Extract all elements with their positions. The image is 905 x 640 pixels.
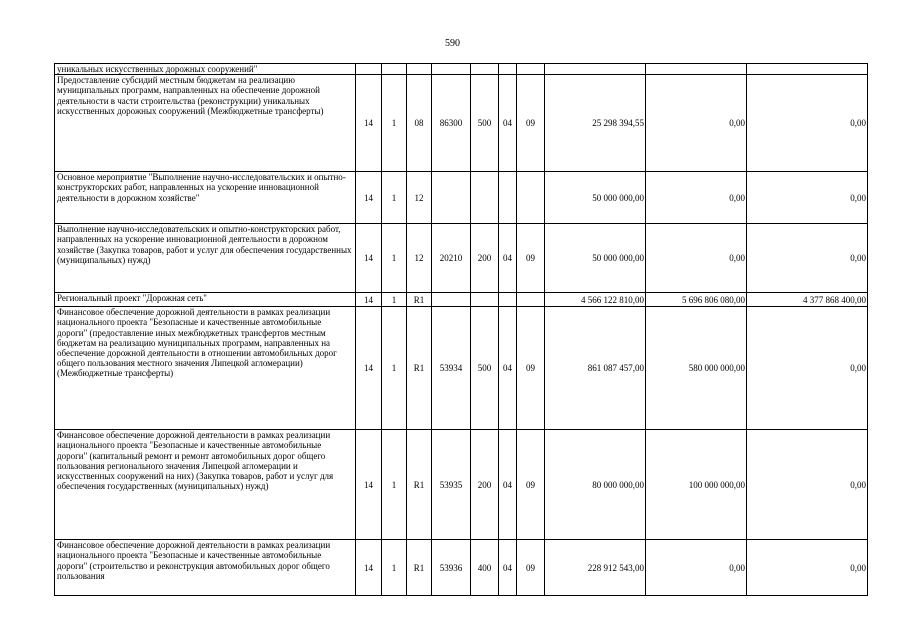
code-pp: 1 — [382, 224, 407, 293]
table-row — [55, 75, 868, 172]
amount-year3: 4 377 868 400,00 — [747, 293, 868, 307]
row-name: Финансовое обеспечение дорожной деятельности в рамках реализации национального проекта "Безопасные и качественные автомобильные дороги" (строительство и реконструкция автомобильных дорог общего пользования — [55, 540, 356, 596]
amount-year2: 0,00 — [646, 540, 747, 596]
amount-year3: 0,00 — [747, 172, 868, 224]
table-row — [55, 540, 868, 596]
amount-year3: 0,00 — [747, 430, 868, 540]
code-expense-type — [471, 64, 499, 75]
code-subsection: 09 — [517, 224, 545, 293]
amount-year3: 0,00 — [747, 75, 868, 172]
amount-year2: 0,00 — [646, 172, 747, 224]
table-row — [55, 64, 868, 75]
code-expense-type: 200 — [471, 224, 499, 293]
code-gp: 14 — [356, 75, 382, 172]
code-gp: 14 — [356, 307, 382, 430]
table-row — [55, 172, 868, 224]
code-expense-type: 500 — [471, 75, 499, 172]
code-gp: 14 — [356, 172, 382, 224]
code-direction: 53935 — [432, 430, 471, 540]
row-name: Предоставление субсидий местным бюджетам на реализацию муниципальных программ, направленных на обеспечение дорожной деятельности в части строительства (реконструкции) уникальных искусственных дорожных сооружений (Межбюджетные трансферты) — [55, 75, 356, 172]
amount-year1: 4 566 122 810,00 — [545, 293, 646, 307]
row-name: Финансовое обеспечение дорожной деятельности в рамках реализации национального проекта "Безопасные и качественные автомобильные дороги" (предоставление иных межбюджетных трансфертов местным бюджетам на реализацию муниципальных программ, направленных на обеспечение дорожной деятельности в отношении автомобильных дорог общего пользования местного значения Липецкой агломерации) (Межбюджетные трансферты) — [55, 307, 356, 430]
row-name: уникальных искусственных дорожных сооружений" — [55, 64, 356, 75]
table-row — [55, 224, 868, 293]
amount-year1: 25 298 394,55 — [545, 75, 646, 172]
code-subsection: 09 — [517, 75, 545, 172]
row-name: Выполнение научно-исследовательских и опытно-конструкторских работ, направленных на ускорение инновационной деятельности в дорожном хозяйстве (Закупка товаров, работ и услуг для обеспечения государственных (муниципальных) нужд) — [55, 224, 356, 293]
code-pp: 1 — [382, 430, 407, 540]
code-gp: 14 — [356, 224, 382, 293]
amount-year3 — [747, 64, 868, 75]
code-section — [499, 172, 517, 224]
code-expense-type: 500 — [471, 307, 499, 430]
code-om: R1 — [407, 540, 432, 596]
code-direction: 20210 — [432, 224, 471, 293]
code-om: 12 — [407, 224, 432, 293]
code-om: R1 — [407, 293, 432, 307]
code-section: 04 — [499, 75, 517, 172]
code-om — [407, 64, 432, 75]
code-pp: 1 — [382, 293, 407, 307]
table-row — [55, 307, 868, 430]
code-expense-type — [471, 293, 499, 307]
amount-year2: 580 000 000,00 — [646, 307, 747, 430]
amount-year2: 0,00 — [646, 75, 747, 172]
code-direction: 53934 — [432, 307, 471, 430]
row-name: Основное мероприятие "Выполнение научно-исследовательских и опытно-конструкторских работ, направленных на ускорение инновационной деятельности в дорожном хозяйстве" — [55, 172, 356, 224]
amount-year1: 228 912 543,00 — [545, 540, 646, 596]
code-section: 04 — [499, 224, 517, 293]
code-om: 12 — [407, 172, 432, 224]
amount-year1: 50 000 000,00 — [545, 224, 646, 293]
code-om: 08 — [407, 75, 432, 172]
code-section: 04 — [499, 430, 517, 540]
amount-year2: 100 000 000,00 — [646, 430, 747, 540]
code-section: 04 — [499, 540, 517, 596]
code-direction — [432, 64, 471, 75]
amount-year2: 5 696 806 080,00 — [646, 293, 747, 307]
code-subsection: 09 — [517, 540, 545, 596]
code-subsection: 09 — [517, 307, 545, 430]
code-subsection: 09 — [517, 430, 545, 540]
amount-year3: 0,00 — [747, 224, 868, 293]
code-direction — [432, 172, 471, 224]
amount-year2 — [646, 64, 747, 75]
code-pp: 1 — [382, 307, 407, 430]
table-row — [55, 430, 868, 540]
code-pp: 1 — [382, 172, 407, 224]
amount-year1: 80 000 000,00 — [545, 430, 646, 540]
code-gp — [356, 64, 382, 75]
code-direction — [432, 293, 471, 307]
amount-year1: 50 000 000,00 — [545, 172, 646, 224]
code-direction: 86300 — [432, 75, 471, 172]
amount-year2: 0,00 — [646, 224, 747, 293]
code-section — [499, 293, 517, 307]
code-pp: 1 — [382, 75, 407, 172]
row-name: Финансовое обеспечение дорожной деятельности в рамках реализации национального проекта "Безопасные и качественные автомобильные дороги" (капитальный ремонт и ремонт автомобильных дорог общего пользования регионального значения Липецкой агломерации и искусственных сооружений на них) (Закупка товаров, работ и услуг для обеспечения государственных (муниципальных) нужд) — [55, 430, 356, 540]
code-gp: 14 — [356, 293, 382, 307]
code-subsection — [517, 293, 545, 307]
code-subsection — [517, 64, 545, 75]
code-expense-type — [471, 172, 499, 224]
row-name: Региональный проект "Дорожная сеть" — [55, 293, 356, 307]
code-direction: 53936 — [432, 540, 471, 596]
code-pp — [382, 64, 407, 75]
code-section — [499, 64, 517, 75]
page-number: 590 — [445, 38, 460, 49]
amount-year3: 0,00 — [747, 307, 868, 430]
budget-table — [54, 63, 868, 596]
amount-year1: 861 087 457,00 — [545, 307, 646, 430]
code-gp: 14 — [356, 430, 382, 540]
code-expense-type: 200 — [471, 430, 499, 540]
code-om: R1 — [407, 430, 432, 540]
code-pp: 1 — [382, 540, 407, 596]
code-expense-type: 400 — [471, 540, 499, 596]
amount-year3: 0,00 — [747, 540, 868, 596]
code-subsection — [517, 172, 545, 224]
code-om: R1 — [407, 307, 432, 430]
code-section: 04 — [499, 307, 517, 430]
amount-year1 — [545, 64, 646, 75]
table-row — [55, 293, 868, 307]
code-gp: 14 — [356, 540, 382, 596]
